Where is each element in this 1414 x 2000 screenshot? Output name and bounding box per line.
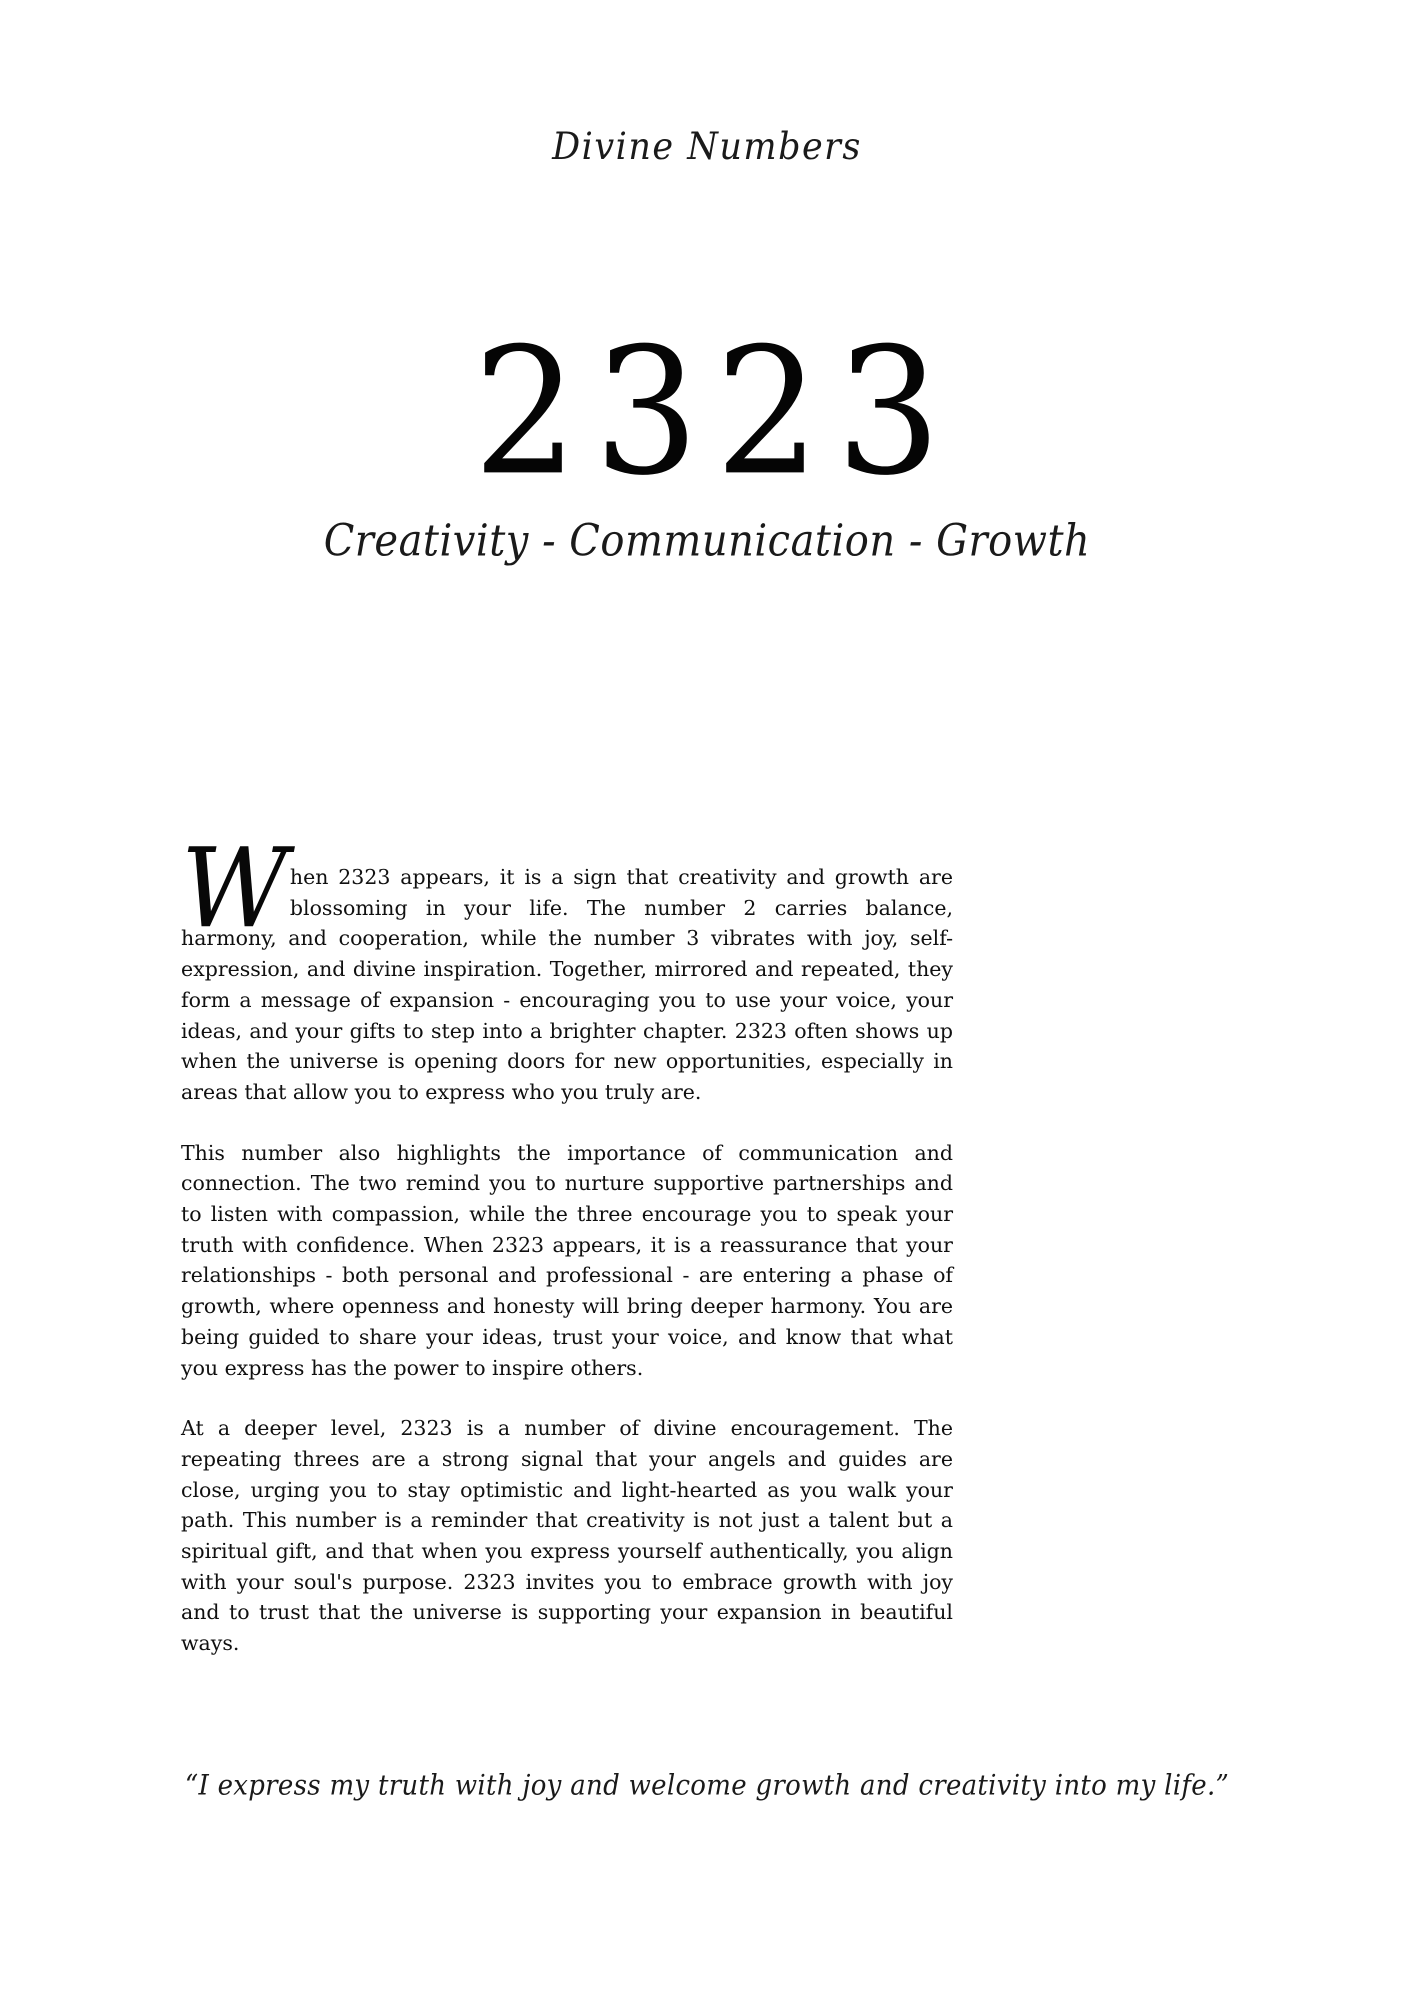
masthead-title: Divine Numbers xyxy=(552,125,862,169)
paragraph-two: This number also highlights the importance of communication and connection. The two remind you to nurture supportive partnerships and to listen with compassion, while the three encourage you to speak your truth with confidence. When 2323 appears, it is a reassurance that your relationships - both personal and professional - are entering a phase of growth, where openness and honesty will bring deeper harmony. You are being guided to share your ideas, trust your voice, and know that what you express has the power to inspire others. xyxy=(181,1140,953,1380)
affirmation-section xyxy=(0,1770,1414,1803)
hero-section xyxy=(0,310,1414,567)
masthead xyxy=(0,125,1414,169)
drop-cap: W xyxy=(181,823,288,953)
affirmation-quote: “I express my truth with joy and welcome growth and creativity into my life.” xyxy=(184,1769,1230,1803)
paragraph-three: At a deeper level, 2323 is a number of divine encouragement. The repeating threes are a strong signal that your angels and guides are close, urging you to stay optimistic and light-hearted as you walk your path. This number is a reminder that creativity is not just a talent but a spiritual gift, and that when you express yourself authentically, you align with your soul's purpose. 2323 invites you to embrace growth with joy and to trust that the universe is supporting your expansion in beautiful ways. xyxy=(181,1416,953,1656)
angel-number-keywords: Creativity - Communication - Growth xyxy=(323,515,1091,567)
article-body xyxy=(181,823,953,1659)
paragraph-one xyxy=(181,823,953,1108)
paragraph-one-text: hen 2323 appears, it is a sign that creativity and growth are blossoming in your life. The number 2 carries balance, harmony, and cooperation, while the number 3 vibrates with joy, self-expression, and divine inspiration. Together, mirrored and repeated, they form a message of expansion - encouraging you to use your voice, your ideas, and your gifts to step into a brighter chapter. 2323 often shows up when the universe is opening doors for new opportunities, especially in areas that allow you to express who you truly are. xyxy=(181,865,953,1104)
angel-number: 2323 xyxy=(473,310,957,514)
